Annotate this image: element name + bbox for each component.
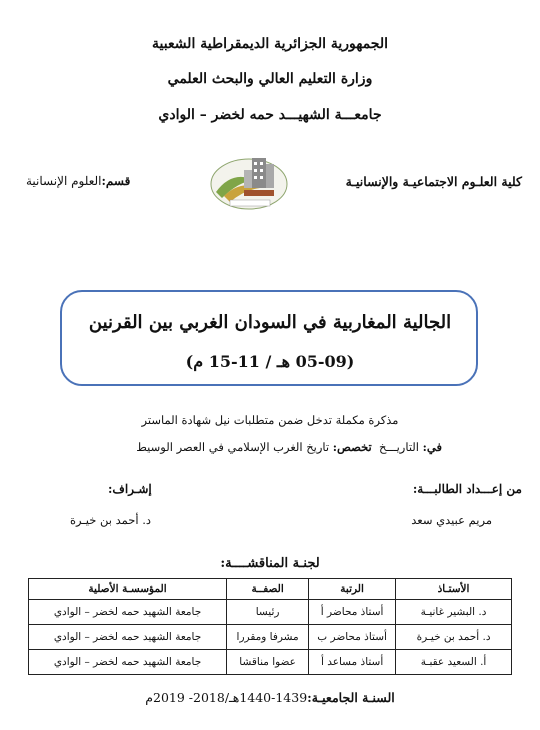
table-cell: أستاذ محاضر ب [309, 625, 396, 650]
table-cell: أستاذ مساعد أ [309, 650, 396, 675]
faculty-name: كلية العلـوم الاجتماعيـة والإنسانيـة [345, 174, 522, 189]
table-header-row [29, 579, 512, 600]
table-cell: مشرفا ومقررا [227, 625, 309, 650]
header-ministry: وزارة التعليم العالي والبحث العلمي [167, 71, 373, 87]
table-cell: جامعة الشهيد حمه لخضر – الوادي [29, 600, 227, 625]
thesis-title: الجالية المغاربية في السودان الغربي بين القرنين [88, 312, 452, 333]
department-label: قسم: [101, 174, 131, 188]
university-logo-icon [208, 150, 290, 212]
department [26, 174, 130, 188]
committee-title: لجنـة المناقشــــة: [220, 556, 320, 571]
specialization-value: تاريخ الغرب الإسلامي في العصر الوسيط [136, 440, 330, 454]
table-cell: جامعة الشهيد حمه لخضر – الوادي [29, 650, 227, 675]
student-name: مريم عبيدي سعد [411, 513, 492, 527]
column-header: الصفــة [227, 579, 309, 600]
field-value: التاريـــخ [379, 440, 420, 454]
specialization-label: تخصص: [332, 440, 372, 454]
academic-year [0, 690, 540, 705]
table-cell: د. البشير غانيـة [396, 600, 512, 625]
thesis-dates: (05-09 هـ / 11-15 م) [185, 352, 355, 371]
table-cell: رئيسا [227, 600, 309, 625]
column-header: الرتبة [309, 579, 396, 600]
committee-table [28, 578, 512, 675]
supervisor-label: إشـراف: [108, 482, 152, 496]
academic-year-value: 1439-1440هـ/2018- 2019م [145, 690, 308, 705]
supervisor-name: د. أحمد بن خيـرة [70, 513, 152, 527]
academic-year-label: السنـة الجامعيـة: [307, 690, 395, 705]
table-cell: أ. السعيد عقبـة [396, 650, 512, 675]
table-cell: أستاذ محاضر أ [309, 600, 396, 625]
title-frame [60, 290, 478, 386]
column-header: الأستـاذ [396, 579, 512, 600]
table-cell: عضوا مناقشا [227, 650, 309, 675]
header-university: جامعـــة الشهيـــد حمه لخضر – الوادي [158, 107, 382, 123]
table-cell: جامعة الشهيد حمه لخضر – الوادي [29, 625, 227, 650]
field-label: في: [422, 440, 442, 454]
table-row [29, 600, 512, 625]
specialization [136, 440, 442, 454]
department-value: العلوم الإنسانية [26, 174, 102, 188]
column-header: المؤسسـة الأصلية [29, 579, 227, 600]
thesis-subtitle: مذكرة مكملة تدخل ضمن متطلبات نيل شهادة الماستر [141, 413, 399, 427]
prepared-by-label: من إعـــداد الطالبـــة: [412, 482, 522, 496]
header-republic: الجمهورية الجزائرية الديمقراطية الشعبية [151, 36, 388, 52]
table-row [29, 625, 512, 650]
table-cell: د. أحمد بن خيـرة [396, 625, 512, 650]
table-row [29, 650, 512, 675]
